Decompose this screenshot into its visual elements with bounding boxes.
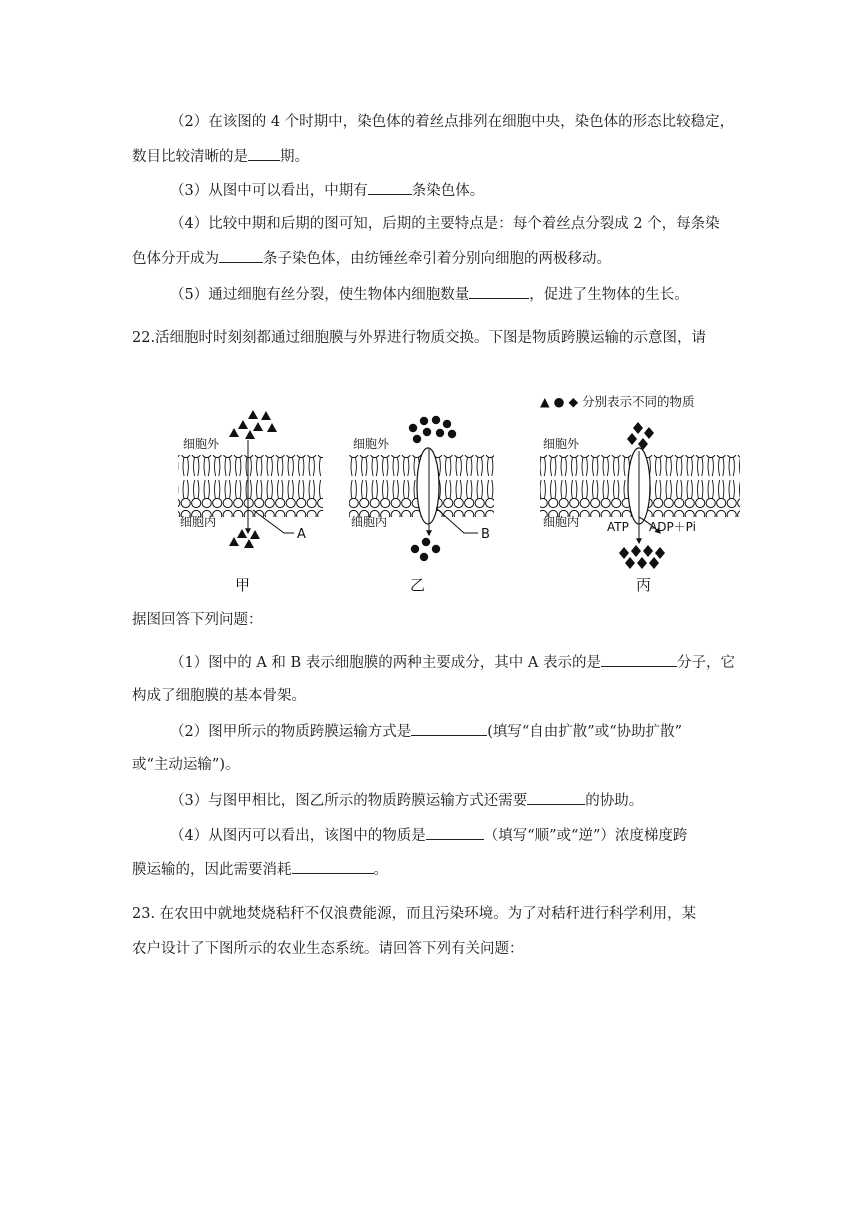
caption-yi: 乙 bbox=[410, 576, 426, 594]
inside-label: 细胞内 bbox=[543, 515, 580, 529]
label-b: B bbox=[481, 527, 490, 542]
q22-intro: 22.活细胞时时刻刻都通过细胞膜与外界进行物质交换。下图是物质跨膜运输的示意图，请 bbox=[132, 330, 707, 346]
panel-bing bbox=[540, 422, 740, 594]
answer-blank[interactable] bbox=[368, 180, 412, 195]
q21-p2-text-a: 数目比较清晰的是 bbox=[132, 149, 248, 165]
channel-protein bbox=[417, 448, 439, 524]
q22-p1-line1 bbox=[170, 652, 735, 673]
q22-p4-text-d: 。 bbox=[373, 862, 388, 878]
answer-blank[interactable] bbox=[248, 146, 280, 161]
q22-p2-line2: 或“主动运输”)。 bbox=[132, 757, 240, 773]
q21-p5-text-a: （5）通过细胞有丝分裂，使生物体内细胞数量 bbox=[170, 287, 470, 303]
answer-blank[interactable] bbox=[411, 721, 487, 736]
q22-p2-text-b: (填写“自由扩散”或“协助扩散” bbox=[487, 724, 683, 740]
q21-p3-text-a: （3）从图中可以看出，中期有 bbox=[170, 183, 368, 199]
q22-p1-text-a: （1）图中的 A 和 B 表示细胞膜的两种主要成分，其中 A 表示的是 bbox=[170, 655, 601, 671]
inside-label: 细胞内 bbox=[180, 515, 217, 529]
answer-blank[interactable] bbox=[426, 825, 484, 840]
figure-legend: ▲ ● ◆ 分别表示不同的物质 bbox=[540, 394, 695, 409]
circle-molecules-outside bbox=[409, 416, 456, 443]
caption-bing: 丙 bbox=[636, 576, 652, 594]
q22-p4-text-a: （4）从图丙可以看出，该图中的物质是 bbox=[170, 828, 426, 844]
lipid-bilayer bbox=[178, 455, 323, 517]
q21-p2-text-b: 期。 bbox=[280, 149, 309, 165]
inside-label: 细胞内 bbox=[351, 515, 388, 529]
q21-p4-text-b: 条子染色体，由纺锤丝牵引着分别向细胞的两极移动。 bbox=[263, 251, 611, 267]
answer-blank[interactable] bbox=[601, 652, 677, 667]
q21-p5-text-b: ，促进了生物体的生长。 bbox=[529, 287, 689, 303]
q22-p3-text-b: 的协助。 bbox=[585, 793, 644, 809]
q22-p1-line2: 构成了细胞膜的基本骨架。 bbox=[132, 688, 306, 704]
q21-p2-line1: （2）在该图的 4 个时期中，染色体的着丝点排列在细胞中央，染色体的形态比较稳定， bbox=[170, 114, 735, 130]
adp-label: ADP＋Pi bbox=[649, 520, 696, 534]
outside-label: 细胞外 bbox=[543, 437, 580, 451]
membrane-transport-figure bbox=[170, 385, 750, 600]
triangle-molecules-inside bbox=[229, 529, 260, 548]
diamond-molecules-inside bbox=[619, 545, 665, 569]
q21-p4-text-a: 色体分开成为 bbox=[132, 251, 219, 267]
answer-blank[interactable] bbox=[469, 284, 529, 299]
panel-yi bbox=[349, 416, 494, 594]
q21-p3 bbox=[170, 180, 484, 201]
q23-line1: 23. 在农田中就地焚烧秸秆不仅浪费能源，而且污染环境。为了对秸秆进行科学利用，某 bbox=[132, 906, 697, 922]
label-a: A bbox=[297, 527, 306, 542]
q22-p4-line1 bbox=[170, 825, 687, 846]
q21-p4-line2 bbox=[132, 248, 611, 269]
answer-blank[interactable] bbox=[219, 248, 263, 263]
q21-p2-line2 bbox=[132, 146, 309, 167]
q22-p4-text-c: 膜运输的，因此需要消耗 bbox=[132, 862, 292, 878]
diamond-molecules-outside bbox=[627, 422, 654, 450]
q22-p4-line2 bbox=[132, 859, 388, 880]
outside-label: 细胞外 bbox=[183, 437, 220, 451]
q21-p5 bbox=[170, 284, 689, 305]
answer-blank[interactable] bbox=[527, 790, 585, 805]
q22-p2-line1 bbox=[170, 721, 682, 742]
q22-p3 bbox=[170, 790, 643, 811]
atp-label: ATP bbox=[607, 520, 629, 534]
outside-label: 细胞外 bbox=[353, 437, 390, 451]
caption-jia: 甲 bbox=[235, 576, 251, 594]
q22-p1-text-b: 分子，它 bbox=[676, 655, 735, 671]
q21-p3-text-b: 条染色体。 bbox=[411, 183, 485, 199]
answer-blank[interactable] bbox=[292, 859, 374, 874]
q23-line2: 农户设计了下图所示的农业生态系统。请回答下列有关问题： bbox=[132, 941, 524, 957]
q22-p3-text-a: （3）与图甲相比，图乙所示的物质跨膜运输方式还需要 bbox=[170, 793, 528, 809]
q22-p4-text-b: （填写“顺”或“逆”）浓度梯度跨 bbox=[483, 828, 688, 844]
q22-p2-text-a: （2）图甲所示的物质跨膜运输方式是 bbox=[170, 724, 412, 740]
panel-jia bbox=[178, 410, 323, 594]
triangle-molecules-outside bbox=[229, 410, 277, 439]
q22-after-figure: 据图回答下列问题： bbox=[132, 612, 263, 628]
q21-p4-line1: （4）比较中期和后期的图可知，后期的主要特点是：每个着丝点分裂成 2 个，每条染 bbox=[170, 216, 720, 232]
circle-molecules-inside bbox=[411, 538, 440, 561]
